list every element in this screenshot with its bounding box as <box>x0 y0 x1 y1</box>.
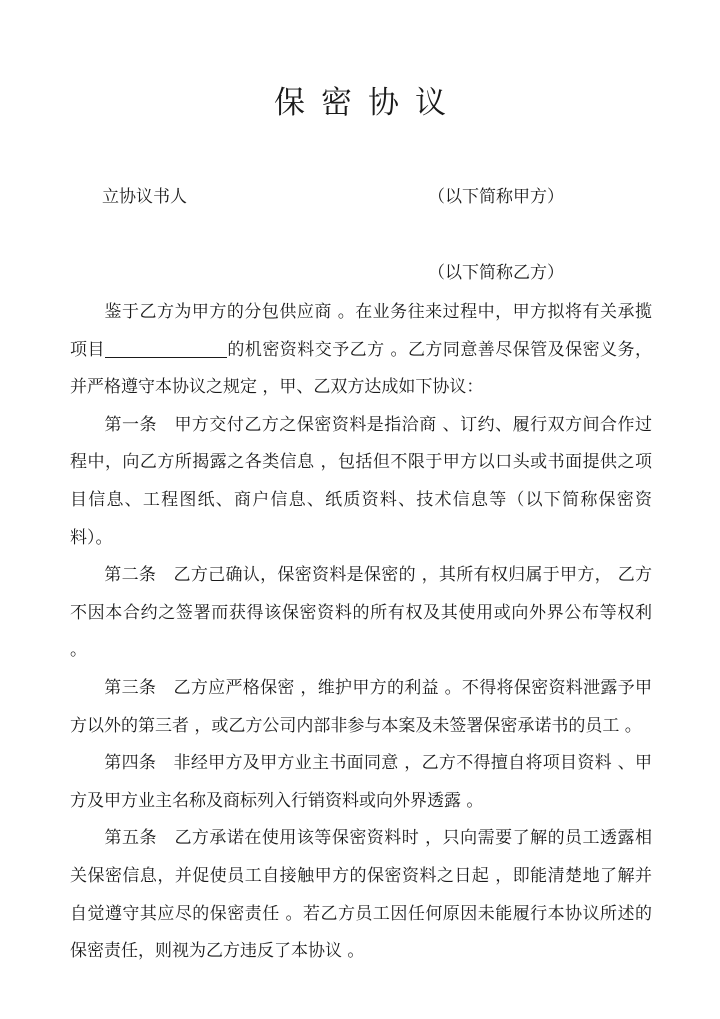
clause-number-4: 第四条 <box>104 753 157 774</box>
clause-number-1: 第一条 <box>104 414 157 435</box>
preamble-paragraph <box>70 294 652 407</box>
clause-paragraph-2 <box>70 557 652 670</box>
clause-paragraph-1 <box>70 407 652 557</box>
preamble-text-after-blank: 的机密资料交予乙方 。乙方同意善尽保管及保密义务，并严格遵守本协议之规定 ，甲、乙双方达成如下协议： <box>70 339 653 398</box>
party-b-alias: （以下简称乙方） <box>428 263 564 283</box>
page-title: 保密协议 <box>274 85 462 121</box>
clause-text-1: 甲方交付乙方之保密资料是指洽商 、订约、履行双方间合作过程中，向乙方所揭露之各类信息 ，包括但不限于甲方以口头或书面提供之项目信息、工程图纸、商户信息、纸质资料、技术信息等（以下简称保密资料）。 <box>70 414 653 548</box>
document-body <box>70 294 652 971</box>
agreement-maker-label: 立协议书人 <box>102 187 187 207</box>
clause-text-3: 乙方应严格保密 ，维护甲方的利益 。不得将保密资料泄露予甲方以外的第三者 ，或乙方公司内部非参与本案及未签署保密承诺书的员工 。 <box>70 677 653 736</box>
clause-text-4: 非经甲方及甲方业主书面同意 ，乙方不得擅自将项目资料 、甲方及甲方业主名称及商标列入行销资料或向外界透露 。 <box>70 753 653 811</box>
clause-number-5: 第五条 <box>104 828 157 849</box>
clause-text-5: 乙方承诺在使用该等保密资料时 ，只向需要了解的员工透露相关保密信息，并促使员工自接触甲方的保密资料之日起 ，即能清楚地了解并自觉遵守其应尽的保密责任 。若乙方员工因任何原因未能履行本协议所述的保密责任，则视为乙方违反了本协议 。 <box>70 828 653 962</box>
clause-paragraph-4 <box>70 745 652 820</box>
clause-paragraph-3 <box>70 670 652 745</box>
project-name-blank[interactable] <box>105 357 227 358</box>
clause-paragraph-5 <box>70 820 652 970</box>
clause-number-3: 第三条 <box>104 677 157 698</box>
clause-number-2: 第二条 <box>104 565 157 586</box>
clause-text-2: 乙方己确认，保密资料是保密的 ，其所有权归属于甲方， 乙方不因本合约之签署而获得该保密资料的所有权及其使用或向外界公布等权利 。 <box>70 565 653 661</box>
preamble-text-before-blank: 鉴于乙方为甲方的分包供应商 。在业务往来过程中，甲方拟将有关承揽项目 <box>70 302 652 360</box>
party-a-alias: （以下简称甲方） <box>428 187 564 207</box>
